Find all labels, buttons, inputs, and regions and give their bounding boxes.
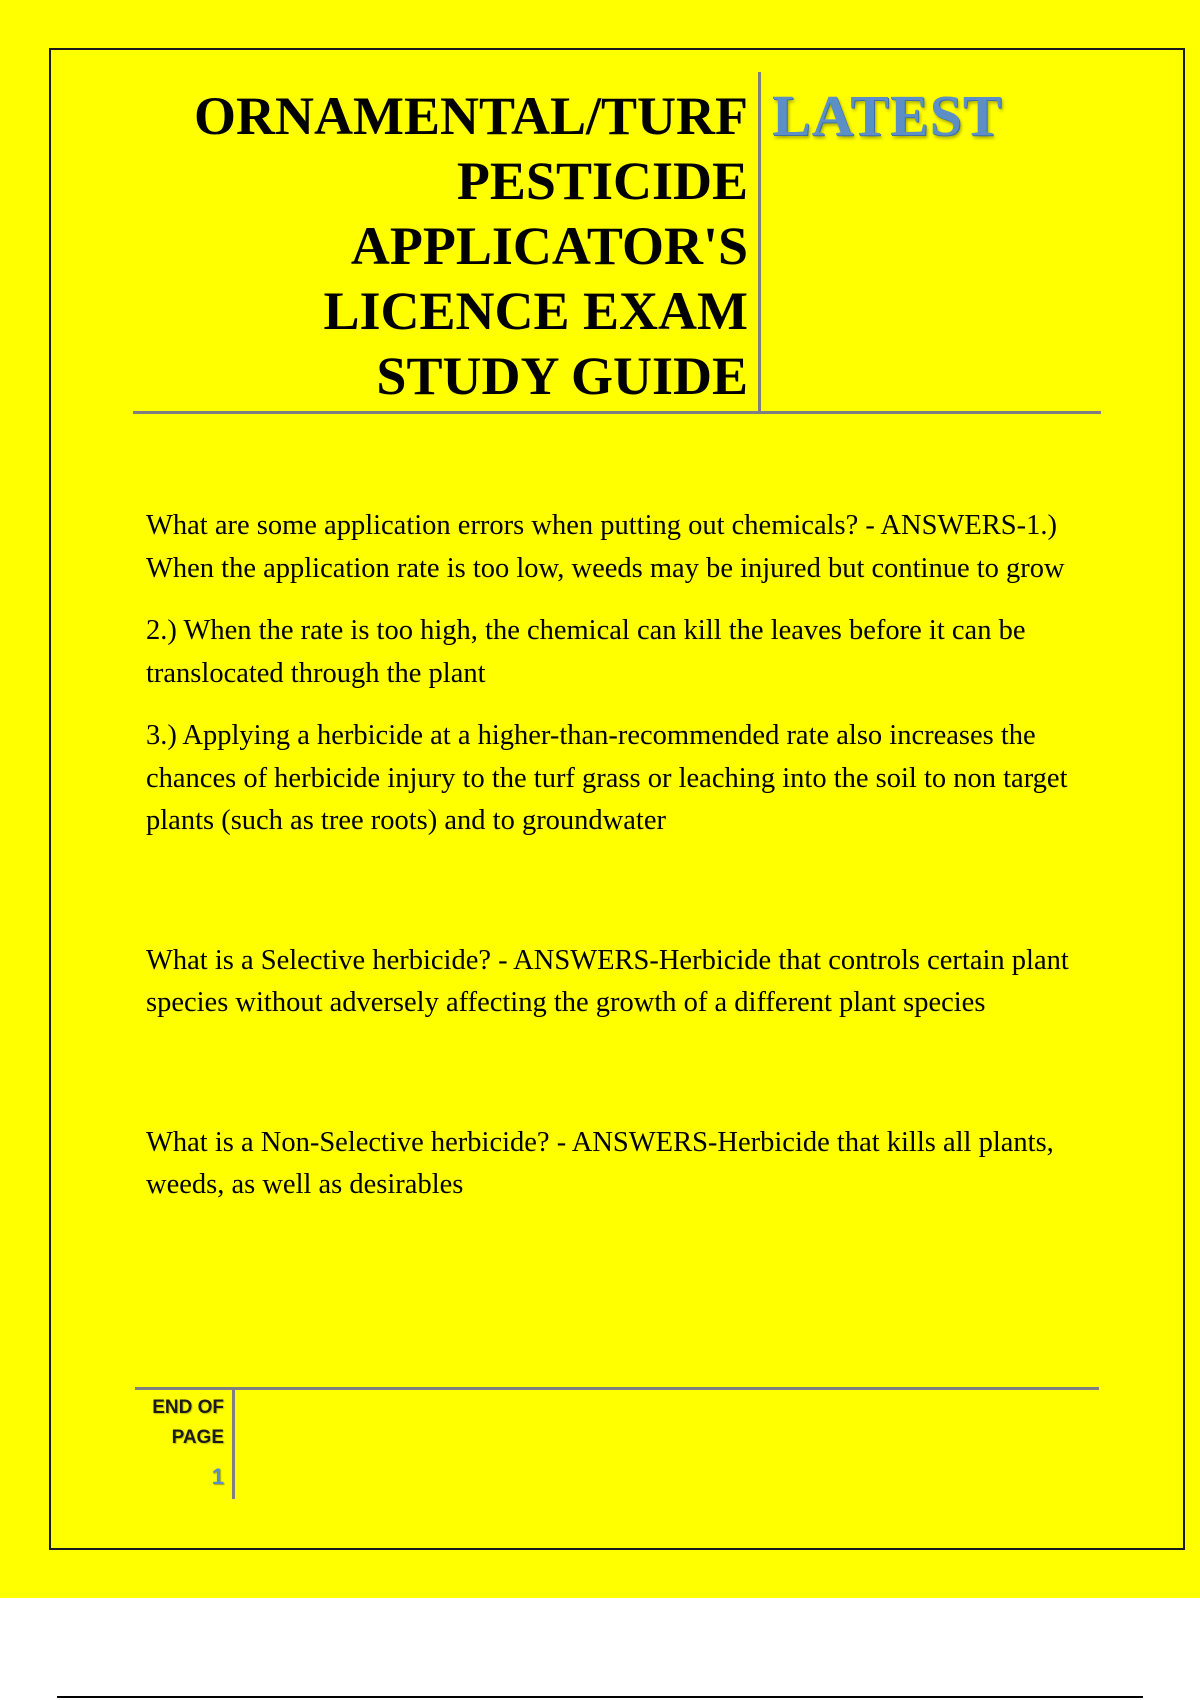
- title-line: PESTICIDE: [456, 151, 748, 211]
- title-line: STUDY GUIDE: [376, 346, 748, 406]
- footer-vertical-divider: [232, 1387, 235, 1499]
- qa-item: [146, 505, 1096, 843]
- title-line: ORNAMENTAL/TURF: [193, 86, 748, 146]
- qa-paragraph: What is a Selective herbicide? - ANSWERS-Herbicide that controls certain plant species without adversely affecting the growth of a different plant species: [146, 944, 1069, 1018]
- footer-page-number: 1: [211, 1464, 224, 1489]
- qa-paragraph: 3.) Applying a herbicide at a higher-than-recommended rate also increases the chances of herbicide injury to the turf grass or leaching into the soil to non target plants (such as tree roots) and to groundwater: [146, 720, 1068, 836]
- qa-paragraph: What is a Non-Selective herbicide? - ANSWERS-Herbicide that kills all plants, weeds, as well as desirables: [146, 1126, 1054, 1200]
- footer-label-line: PAGE: [171, 1427, 224, 1448]
- qa-paragraph: 2.) When the rate is too high, the chemical can kill the leaves before it can be translocated through the plant: [146, 615, 1026, 689]
- document-body: [146, 505, 1096, 1207]
- latest-badge: LATEST: [772, 83, 1003, 148]
- footer-end-of-page-label: [140, 1393, 224, 1453]
- bottom-separator-line: [57, 1696, 1143, 1698]
- qa-item: [146, 940, 1096, 1025]
- document-title: [120, 84, 748, 409]
- footer-horizontal-rule: [135, 1387, 1099, 1390]
- qa-paragraph: What are some application errors when putting out chemicals? - ANSWERS-1.) When the application rate is too low, weeds may be injured but continue to grow: [146, 510, 1065, 584]
- header-horizontal-rule: [133, 411, 1101, 414]
- qa-item: [146, 1122, 1096, 1207]
- footer-label-line: END OF: [152, 1397, 224, 1418]
- title-line: LICENCE EXAM: [323, 281, 748, 341]
- header-vertical-divider: [758, 72, 761, 412]
- title-line: APPLICATOR'S: [350, 216, 748, 276]
